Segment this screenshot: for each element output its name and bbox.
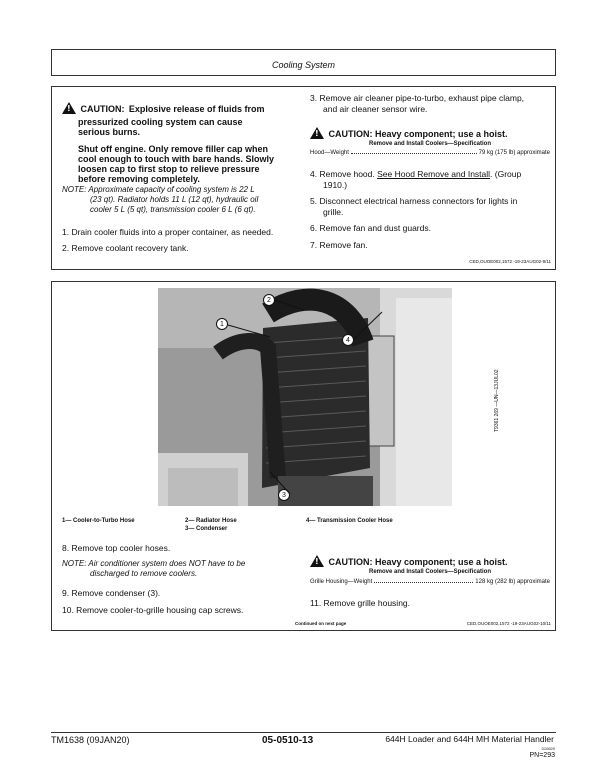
spec-row-hood xyxy=(310,150,550,156)
step-5-line-b: grille. xyxy=(323,207,344,217)
caution-hoist-grille xyxy=(310,552,550,570)
step-6: 6. Remove fan and dust guards. xyxy=(310,223,431,233)
footer-pn: PN=293 xyxy=(529,752,555,759)
callout-3: 3 xyxy=(278,489,290,501)
legend-2: 2— Radiator Hose xyxy=(185,518,237,524)
step-11: 11. Remove grille housing. xyxy=(310,598,411,608)
step-5-line-a: 5. Disconnect electrical harness connectors for lights in xyxy=(310,196,518,206)
step-3 xyxy=(310,93,550,115)
spec-row-grille xyxy=(310,579,550,585)
callout-2: 2 xyxy=(263,294,275,306)
header-box xyxy=(51,49,556,76)
legend-1: 1— Cooler-to-Turbo Hose xyxy=(62,518,135,524)
warning-triangle-icon xyxy=(62,102,76,114)
footer-date-code: 010620 xyxy=(541,746,555,751)
caution-block-left xyxy=(62,99,307,184)
hood-remove-link[interactable]: See Hood Remove and Install xyxy=(377,169,491,179)
caution-hoist-grille-text: CAUTION: Heavy component; use a hoist. xyxy=(328,557,508,567)
step-2: 2. Remove coolant recovery tank. xyxy=(62,243,189,253)
note-capacity xyxy=(62,185,312,215)
step-8: 8. Remove top cooler hoses. xyxy=(62,543,171,553)
footer-rule xyxy=(51,732,556,733)
section-title: Cooling System xyxy=(271,60,336,70)
spec-leader-dots xyxy=(374,579,473,583)
figure-section-box xyxy=(51,281,556,631)
note-ac xyxy=(62,559,307,579)
caution-hoist-hood xyxy=(310,124,550,142)
warning-triangle-icon xyxy=(310,555,324,567)
spec-label-grille: Grille Housing—Weight xyxy=(310,579,373,585)
note-line-3: cooler 5 L (5 qt), transmission cooler 6 L (6 qt). xyxy=(90,205,256,214)
continued-note: Continued on next page xyxy=(295,621,347,626)
step-1: 1. Drain cooler fluids into a proper container, as needed. xyxy=(62,227,274,237)
doc-code-top: CED,OUOE002,1572 -19-23AUG02-9/11 xyxy=(469,259,551,264)
spec-label: Hood—Weight xyxy=(310,150,349,156)
legend-4: 4— Transmission Cooler Hose xyxy=(306,518,393,524)
step-3-line-a: 3. Remove air cleaner pipe-to-turbo, exhaust pipe clamp, xyxy=(310,93,525,103)
legend-3: 3— Condenser xyxy=(185,526,228,532)
caution-para-2: cool enough to touch with bare hands. Slowly xyxy=(78,154,275,164)
caution-hoist-text: CAUTION: Heavy component; use a hoist. xyxy=(328,129,508,139)
top-section-box xyxy=(51,86,556,270)
step-4-group: . (Group xyxy=(490,169,522,179)
step-3-line-b: and air cleaner sensor wire. xyxy=(323,104,428,114)
figure-side-code: T9361 269 —UN—13JUL02 xyxy=(494,369,500,432)
note-ac-line-1: NOTE: Air conditioner system does NOT have to be xyxy=(62,559,246,568)
step-4 xyxy=(310,169,550,191)
spec-heading: Remove and Install Coolers—Specification xyxy=(368,141,492,147)
doc-code-bottom: CED,OUOE002,1572 -19-23AUG02-10/11 xyxy=(466,621,551,626)
step-4-group-number: 1910.) xyxy=(323,180,348,190)
spec-value: 79 kg (175 lb) approximate xyxy=(478,150,550,156)
caution-line-2: pressurized cooling system can cause xyxy=(78,117,243,127)
footer-page-number: 05-0510-13 xyxy=(262,735,314,746)
callout-leaders xyxy=(52,282,557,522)
step-9: 9. Remove condenser (3). xyxy=(62,588,161,598)
step-7: 7. Remove fan. xyxy=(310,240,368,250)
callout-1: 1 xyxy=(216,318,228,330)
caution-line-3: serious burns. xyxy=(78,127,141,137)
footer-product: 644H Loader and 644H MH Material Handler xyxy=(385,734,554,744)
caution-para-1: Shut off engine. Only remove filler cap when xyxy=(78,144,269,154)
note-line-2: (23 qt). Radiator holds 11 L (12 qt), hydraulic oil xyxy=(90,195,259,204)
spec-value-grille: 128 kg (282 lb) approximate xyxy=(475,579,550,585)
warning-triangle-icon xyxy=(310,127,324,139)
note-ac-line-2: discharged to remove coolers. xyxy=(90,569,198,578)
step-4-text: 4. Remove hood. xyxy=(310,169,378,179)
callout-4: 4 xyxy=(342,334,354,346)
caution-para-4: before removing completely. xyxy=(78,174,200,184)
caution-label: CAUTION: xyxy=(80,104,125,114)
caution-line-1: Explosive release of fluids from xyxy=(128,104,265,114)
spec-leader-dots xyxy=(351,150,477,154)
footer-tm-number: TM1638 (09JAN20) xyxy=(51,735,130,745)
caution-para-3: loosen cap to first stop to relieve pressure xyxy=(78,164,260,174)
step-10: 10. Remove cooler-to-grille housing cap screws. xyxy=(62,605,244,615)
step-5 xyxy=(310,196,550,218)
note-line-1: NOTE: Approximate capacity of cooling system is 22 L xyxy=(62,185,255,194)
spec-heading-grille: Remove and Install Coolers—Specification xyxy=(368,569,492,575)
